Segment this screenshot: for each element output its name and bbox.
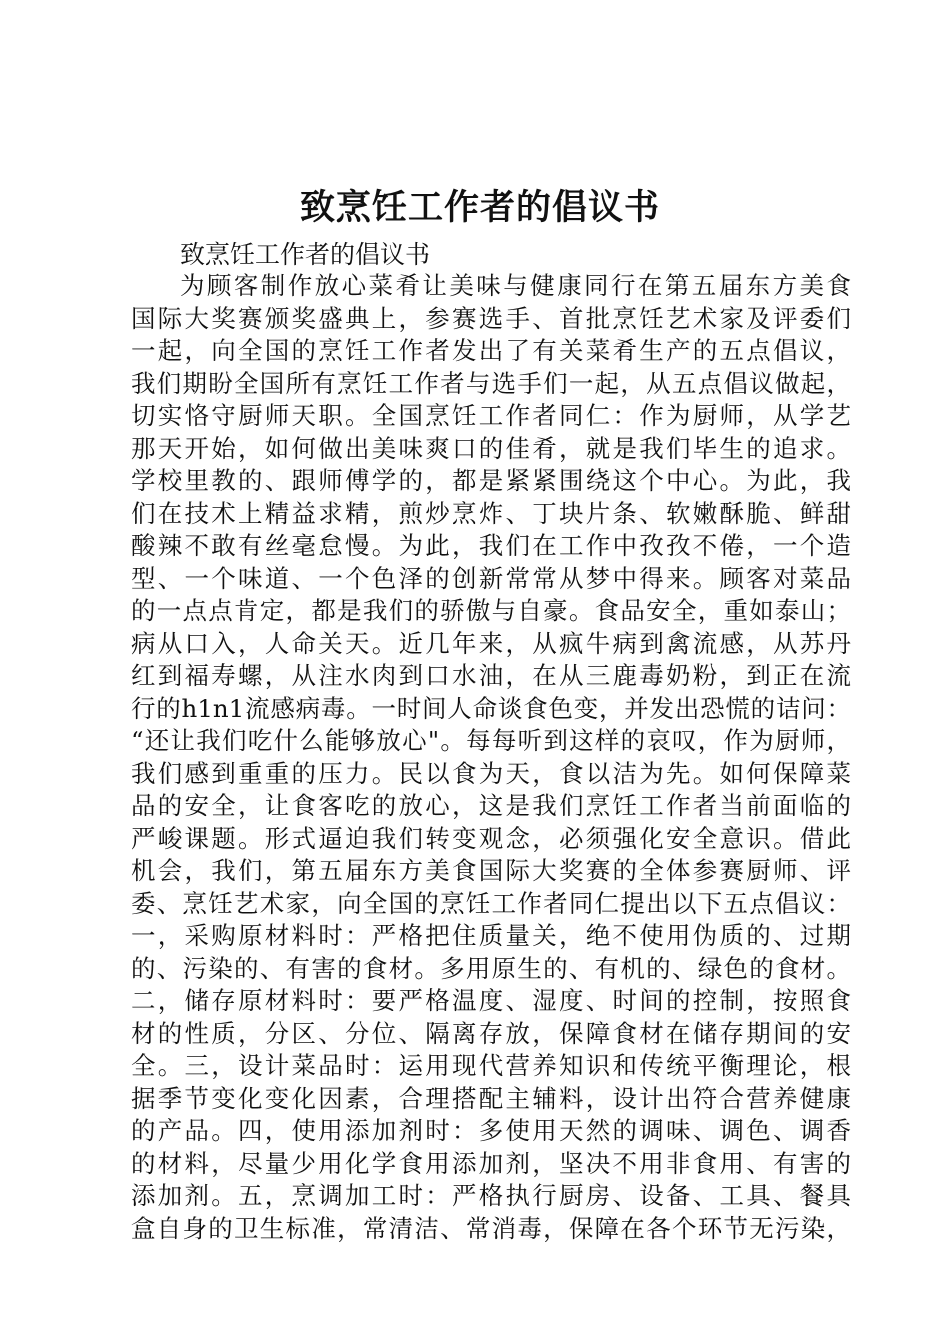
body-paragraph bbox=[131, 270, 851, 1245]
body-line: 一，采购原材料时：严格把住质量关，绝不使用伪质的、过期 bbox=[131, 921, 851, 950]
body-line: 二，储存原材料时：要严格温度、湿度、时间的控制，按照食 bbox=[131, 986, 851, 1015]
body-line: 红到福寿螺，从注水肉到口水油，在从三鹿毒奶粉，到正在流 bbox=[131, 661, 851, 690]
body-line: 盒自身的卫生标准，常清洁、常消毒，保障在各个环节无污染， bbox=[131, 1213, 851, 1243]
body-line: 国际大奖赛颁奖盛典上，参赛选手、首批烹饪艺术家及评委们 bbox=[131, 303, 851, 333]
body-line: 品的安全，让食客吃的放心，这是我们烹饪工作者当前面临的 bbox=[131, 791, 851, 820]
document-title: 致烹饪工作者的倡议书 bbox=[299, 188, 660, 228]
body-line: 切实恪守厨师天职。全国烹饪工作者同仁：作为厨师，从学艺 bbox=[131, 401, 851, 430]
body-line: 型、一个味道、一个色泽的创新常常从梦中得来。顾客对菜品 bbox=[131, 563, 851, 593]
body-line: 我们感到重重的压力。民以食为天，食以洁为先。如何保障菜 bbox=[131, 758, 851, 788]
body-line: 为顾客制作放心菜肴让美味与健康同行在第五届东方美食 bbox=[180, 271, 851, 300]
body-line: 酸辣不敢有丝毫怠慢。为此，我们在工作中孜孜不倦，一个造 bbox=[131, 531, 851, 560]
body-line: 那天开始，如何做出美味爽口的佳肴，就是我们毕生的追求。 bbox=[131, 433, 851, 463]
body-line: 委、烹饪艺术家，向全国的烹饪工作者同仁提出以下五点倡议： bbox=[131, 888, 851, 918]
body-line: 们在技术上精益求精，煎炒烹炸、丁块片条、软嫩酥脆、鲜甜 bbox=[131, 498, 851, 528]
body-line: 的产品。四，使用添加剂时：多使用天然的调味、调色、调香 bbox=[131, 1116, 851, 1145]
body-line: 材的性质，分区、分位、隔离存放，保障食材在储存期间的安 bbox=[131, 1018, 851, 1048]
body-line: 学校里教的、跟师傅学的，都是紧紧围绕这个中心。为此，我 bbox=[131, 466, 851, 495]
body-line: 据季节变化变化因素，合理搭配主辅料，设计出符合营养健康 bbox=[131, 1083, 851, 1113]
body-line: 的材料，尽量少用化学食用添加剂，坚决不用非食用、有害的 bbox=[131, 1148, 851, 1178]
body-line: 严峻课题。形式逼迫我们转变观念，必须强化安全意识。借此 bbox=[131, 823, 851, 853]
body-line: “还让我们吃什么能够放心"。每每听到这样的哀叹，作为厨师， bbox=[131, 726, 851, 755]
body-line: 添加剂。五，烹调加工时：严格执行厨房、设备、工具、餐具 bbox=[131, 1181, 851, 1210]
document-subtitle: 致烹饪工作者的倡议书 bbox=[180, 240, 431, 269]
body-line: 的、污染的、有害的食材。多用原生的、有机的、绿色的食材。 bbox=[131, 953, 851, 983]
body-line: 行的h1n1流感病毒。一时间人命谈食色变，并发出恐慌的诘问： bbox=[131, 693, 851, 723]
body-line: 的一点点肯定，都是我们的骄傲与自豪。食品安全，重如泰山； bbox=[131, 596, 851, 625]
body-line: 全。三，设计菜品时：运用现代营养知识和传统平衡理论，根 bbox=[131, 1051, 851, 1080]
body-line: 一起，向全国的烹饪工作者发出了有关菜肴生产的五点倡议， bbox=[131, 336, 851, 365]
body-line: 我们期盼全国所有烹饪工作者与选手们一起，从五点倡议做起， bbox=[131, 368, 851, 398]
body-line: 病从口入，人命关天。近几年来，从疯牛病到禽流感，从苏丹 bbox=[131, 628, 851, 658]
body-line: 机会，我们，第五届东方美食国际大奖赛的全体参赛厨师、评 bbox=[131, 856, 851, 885]
